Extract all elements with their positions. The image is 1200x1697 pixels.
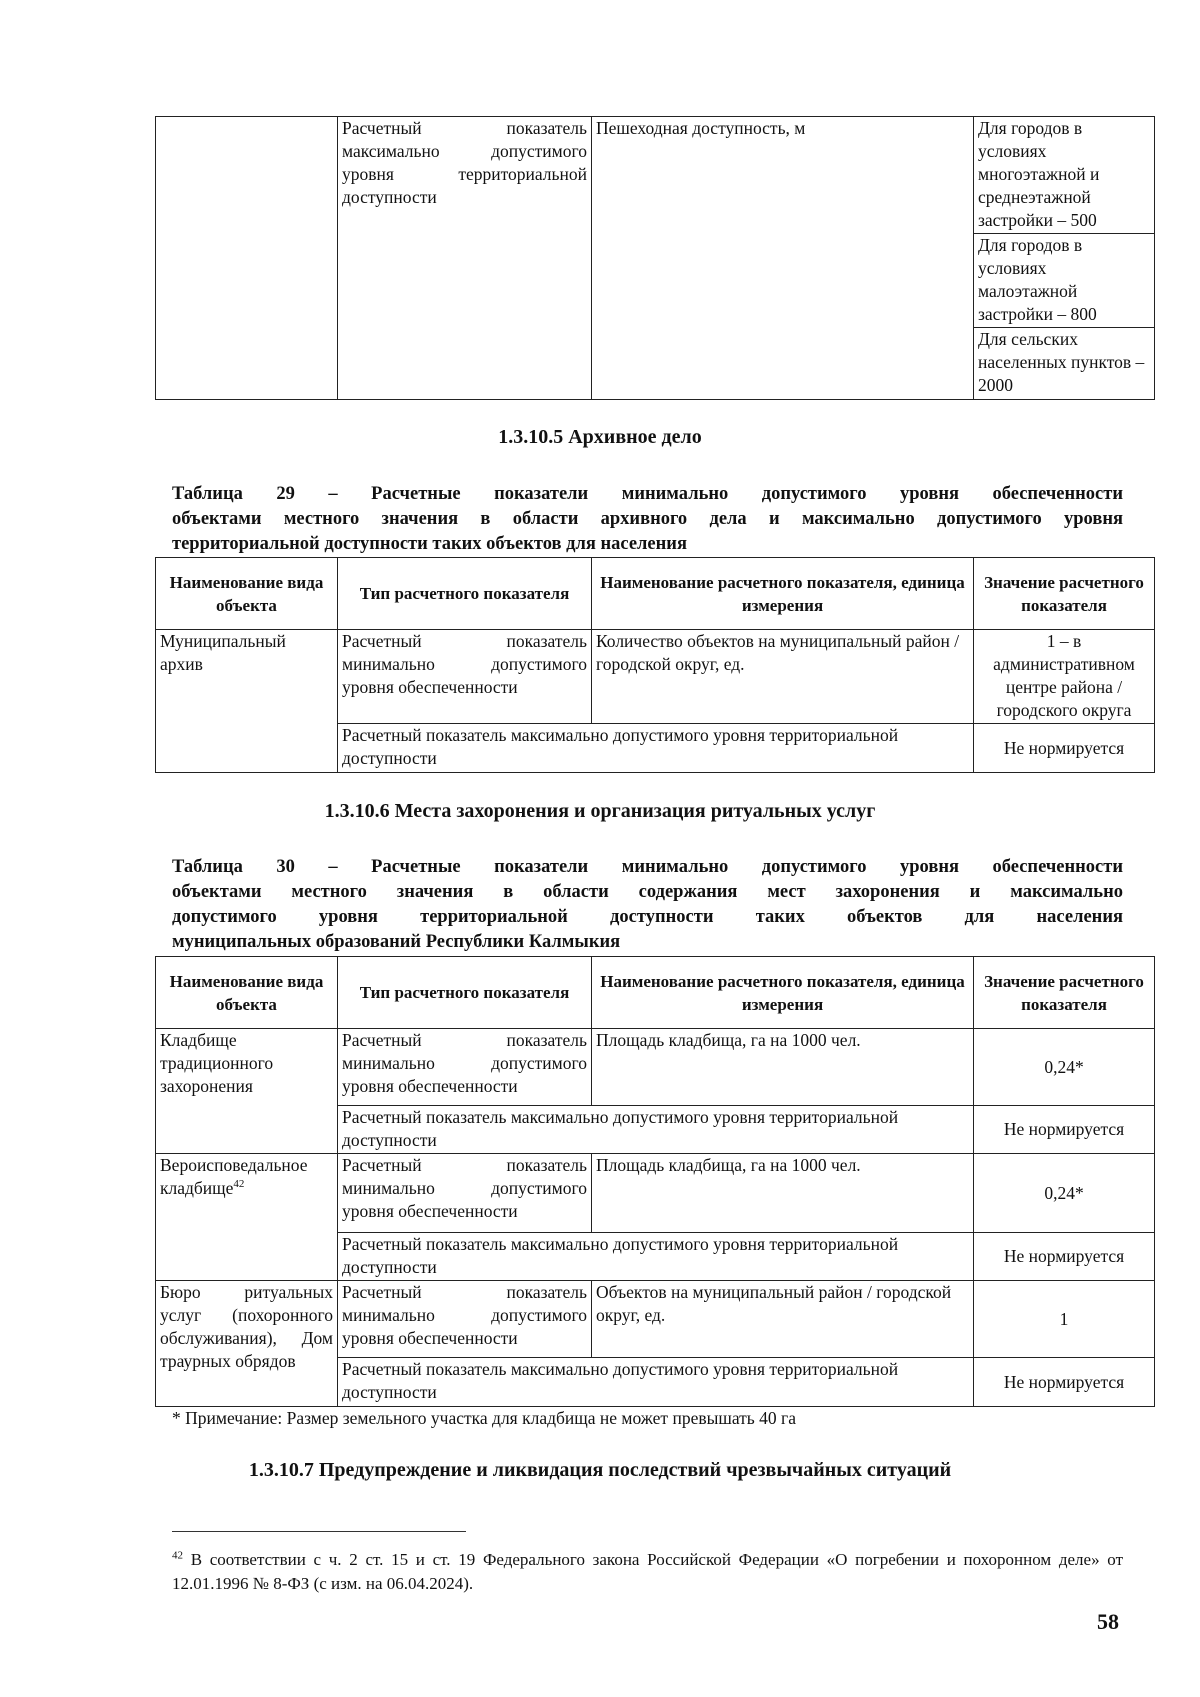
header-value: Значение расчетного показателя [974,558,1155,630]
indicator-type-cell: Расчетный показатель максимально допустимого уровня территориальной доступности [338,1106,974,1154]
object-cell [156,1154,338,1281]
table-note: * Примечание: Размер земельного участка для кладбища не может превышать 40 га [172,1408,796,1428]
value-cell: 1 – в административном центре района / городского округа [974,630,1155,724]
indicator-type-cell [338,630,592,724]
value-cell: Не нормируется [974,1358,1155,1407]
value-cell: 1 [974,1281,1155,1358]
table-caption-29 [172,482,1123,557]
header-name: Наименование расчетного показателя, единица измерения [592,558,974,630]
object-text: Кладбище традиционного захоронения [160,1030,274,1096]
indicator-type-text: Расчетный показатель минимально допустимого уровня обеспеченности [342,1030,587,1096]
object-cell [156,1029,338,1154]
value-cell: Не нормируется [974,1233,1155,1281]
section-heading: 1.3.10.5 Архивное дело [498,426,702,448]
table-29 [155,557,1155,773]
value-cell: 0,24* [974,1029,1155,1106]
value-cell: 0,24* [974,1154,1155,1233]
header-type: Тип расчетного показателя [338,558,592,630]
object-cell: Муниципальный архив [156,630,338,773]
page-number: 58 [1097,1609,1119,1634]
indicator-type-text: Расчетный показатель минимально допустимого уровня обеспеченности [342,1155,587,1221]
header-value: Значение расчетного показателя [974,957,1155,1029]
header-name: Наименование расчетного показателя, единица измерения [592,957,974,1029]
section-heading: 1.3.10.6 Места захоронения и организация ритуальных услуг [324,800,876,822]
indicator-type-cell: Расчетный показатель максимально допустимого уровня территориальной доступности [338,117,592,400]
indicator-name-cell: Объектов на муниципальный район / городской округ, ед. [592,1281,974,1358]
value-cell: Не нормируется [974,1106,1155,1154]
indicator-type-cell: Расчетный показатель максимально допустимого уровня территориальной доступности [338,1233,974,1281]
caption-line: муниципальных образований Республики Калмыкия [172,932,621,952]
footnote-number: 42 [172,1549,183,1562]
indicator-name-cell: Количество объектов на муниципальный район / городской округ, ед. [592,630,974,724]
indicator-type-cell: Расчетный показатель максимально допустимого уровня территориальной доступности [338,724,974,773]
table-continuation [155,116,1155,400]
footnote-ref[interactable]: 42 [233,1178,245,1191]
caption-line: объектами местного значения в области содержания мест захоронения и максимально [172,882,1123,902]
indicator-type-cell: Расчетный показатель максимально допустимого уровня территориальной доступности [338,1358,974,1407]
object-text: Бюро ритуальных услуг (похоронного обслуживания), Дом траурных обрядов [160,1282,333,1371]
header-object: Наименование вида объекта [156,957,338,1029]
header-object: Наименование вида объекта [156,558,338,630]
indicator-name-cell: Пешеходная доступность, м [592,117,974,400]
header-type: Тип расчетного показателя [338,957,592,1029]
footnote [172,1548,1123,1596]
caption-line: допустимого уровня территориальной доступности таких объектов для населения [172,907,1123,927]
object-cell-empty [156,117,338,400]
object-text: Вероисповедальное кладбище [160,1155,308,1198]
indicator-type-text: Расчетный показатель минимально допустимого уровня обеспеченности [342,631,587,697]
value-cell: Для городов в условиях многоэтажной и среднеэтажной застройки – 500 [974,117,1155,234]
caption-line: Таблица 30 – Расчетные показатели минимально допустимого уровня обеспеченности [172,857,1123,877]
section-heading: 1.3.10.7 Предупреждение и ликвидация последствий чрезвычайных ситуаций [248,1459,952,1481]
table-30 [155,956,1155,1407]
footnote-text: В соответствии с ч. 2 ст. 15 и ст. 19 Федерального закона Российской Федерации «О погребении и похоронном деле» от 12.01.1996 № 8-ФЗ (с изм. на 06.04.2024). [172,1550,1123,1593]
indicator-type-text: Расчетный показатель минимально допустимого уровня обеспеченности [342,1282,587,1348]
value-cell: Для городов в условиях малоэтажной застройки – 800 [974,234,1155,328]
indicator-type-cell [338,1281,592,1358]
indicator-name-cell: Площадь кладбища, га на 1000 чел. [592,1154,974,1233]
indicator-name-cell: Площадь кладбища, га на 1000 чел. [592,1029,974,1106]
indicator-type-cell [338,1029,592,1106]
value-cell: Для сельских населенных пунктов – 2000 [974,328,1155,400]
value-cell: Не нормируется [974,724,1155,773]
caption-line: Таблица 29 – Расчетные показатели минимально допустимого уровня обеспеченности [172,484,1123,504]
caption-line: объектами местного значения в области архивного дела и максимально допустимого уровня [172,509,1123,529]
caption-line: территориальной доступности таких объектов для населения [172,534,687,554]
footnote-divider [172,1531,466,1532]
object-cell [156,1281,338,1407]
indicator-type-cell [338,1154,592,1233]
table-caption-30 [172,855,1123,955]
